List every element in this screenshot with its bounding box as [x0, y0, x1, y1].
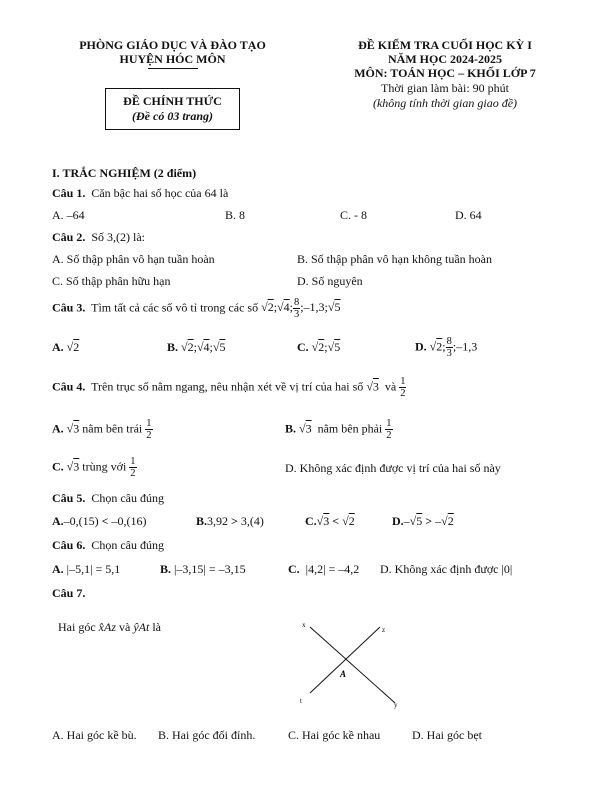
- question-5: [52, 491, 164, 506]
- q7-option-d[interactable]: D. Hai góc bẹt: [412, 728, 482, 742]
- label-z: z: [382, 626, 386, 634]
- q6-option-a[interactable]: A. |–5,1| = 5,1: [52, 562, 121, 576]
- question-6: [52, 538, 164, 553]
- q3-option-a[interactable]: A. √2: [52, 340, 80, 354]
- q2-text: Số 3,(2) là:: [91, 230, 146, 244]
- official-label: ĐỀ CHÍNH THỨC: [123, 94, 222, 108]
- q5-option-d[interactable]: D.–√5 > –√2: [392, 514, 454, 528]
- q5-label: Câu 5.: [52, 491, 86, 505]
- q3-numbers: √2;√4; $\frac{8}{3}$ ;–1,3;√5: [261, 297, 341, 320]
- q7-option-b[interactable]: B. Hai góc đối đỉnh.: [158, 728, 256, 742]
- question-3: [52, 297, 340, 320]
- q7-label: Câu 7.: [52, 586, 86, 600]
- q5-option-b[interactable]: B.3,92 > 3,(4): [196, 514, 264, 528]
- q5-text: Chọn câu đúng: [91, 491, 164, 505]
- question-2: [52, 230, 145, 245]
- q4-label: Câu 4.: [52, 379, 86, 394]
- question-1: [52, 186, 228, 201]
- q1-option-d[interactable]: D. 64: [455, 208, 482, 222]
- q7-option-a[interactable]: A. Hai góc kề bù.: [52, 728, 137, 742]
- q4-option-b[interactable]: B. √3 nằm bên phải $\frac{1}{2}$: [285, 418, 392, 441]
- school-year: NĂM HỌC 2024-2025: [388, 52, 502, 66]
- q3-option-b[interactable]: B. √2;√4;√5: [167, 340, 226, 354]
- label-t: t: [300, 697, 302, 705]
- question-4: Câu 4. Trên trục số nằm ngang, nêu nhận xét về vị trí của hai số √3 và $\frac{1}{2}$: [52, 376, 406, 399]
- q1-text: Căn bậc hai số học của 64 là: [91, 186, 229, 200]
- q7-option-c[interactable]: C. Hai góc kề nhau: [288, 728, 381, 742]
- duration-note: (không tính thời gian giao đề): [372, 96, 518, 110]
- q5-option-c[interactable]: C.√3 < √2: [305, 514, 355, 528]
- district-name: HUYỆN HÓC MÔN: [119, 52, 226, 66]
- q2-option-a[interactable]: A. Số thập phân vô hạn tuần hoàn: [52, 252, 215, 266]
- exam-title: ĐỀ KIỂM TRA CUỐI HỌC KỲ I: [358, 38, 532, 52]
- intersecting-lines-figure: [290, 615, 420, 715]
- section-title: I. TRẮC NGHIỆM (2 điểm): [52, 166, 197, 180]
- q3-option-c[interactable]: C. √2;√5: [297, 340, 341, 354]
- q6-label: Câu 6.: [52, 538, 86, 552]
- header-underline: [148, 68, 198, 69]
- school-dept: PHÒNG GIÁO DỤC VÀ ĐÀO TẠO: [79, 38, 266, 52]
- duration: Thời gian làm bài: 90 phút: [381, 81, 509, 95]
- q2-option-d[interactable]: D. Số nguyên: [297, 274, 363, 288]
- q1-option-b[interactable]: B. 8: [225, 208, 246, 222]
- q3-label: Câu 3.: [52, 300, 86, 315]
- label-y: y: [394, 701, 398, 709]
- q4-option-d[interactable]: D. Không xác định được vị trí của hai số này: [285, 461, 501, 475]
- page-count: (Đề có 03 trang): [132, 109, 213, 123]
- q2-label: Câu 2.: [52, 230, 86, 244]
- q4-option-c[interactable]: C. √3 trùng với $\frac{1}{2}$: [52, 456, 136, 479]
- line-x-y: [310, 627, 395, 703]
- q6-option-b[interactable]: B. |–3,15| = –3,15: [160, 562, 246, 576]
- subject-line: MÔN: TOÁN HỌC – KHỐI LỚP 7: [354, 66, 536, 80]
- q6-text: Chọn câu đúng: [91, 538, 164, 552]
- q3-text: Tìm tất cả các số vô tỉ trong các số: [91, 300, 259, 315]
- q2-option-c[interactable]: C. Số thập phân hữu hạn: [52, 274, 171, 288]
- label-A: A: [340, 669, 347, 679]
- q6-option-c[interactable]: C. |4,2| = –4,2: [288, 562, 360, 576]
- q4-option-a[interactable]: A. √3 nằm bên trái $\frac{1}{2}$: [52, 418, 152, 441]
- q1-option-a[interactable]: A. –64: [52, 208, 85, 222]
- q2-option-b[interactable]: B. Số thập phân vô hạn không tuần hoàn: [297, 252, 492, 266]
- q4-text: Trên trục số nằm ngang, nêu nhận xét về vị trí của hai số: [91, 379, 364, 394]
- q7-text: Hai góc x̂Az và ŷAt là: [58, 620, 161, 634]
- q3-option-d[interactable]: D. √2; $\frac{8}{3}$ ;–1,3: [415, 336, 478, 359]
- q6-option-d[interactable]: D. Không xác định được |0|: [380, 562, 513, 576]
- label-x: x: [302, 621, 306, 629]
- q1-label: Câu 1.: [52, 186, 86, 200]
- q1-option-c[interactable]: C. - 8: [340, 208, 367, 222]
- q5-option-a[interactable]: A.–0,(15) < –0,(16): [52, 514, 147, 528]
